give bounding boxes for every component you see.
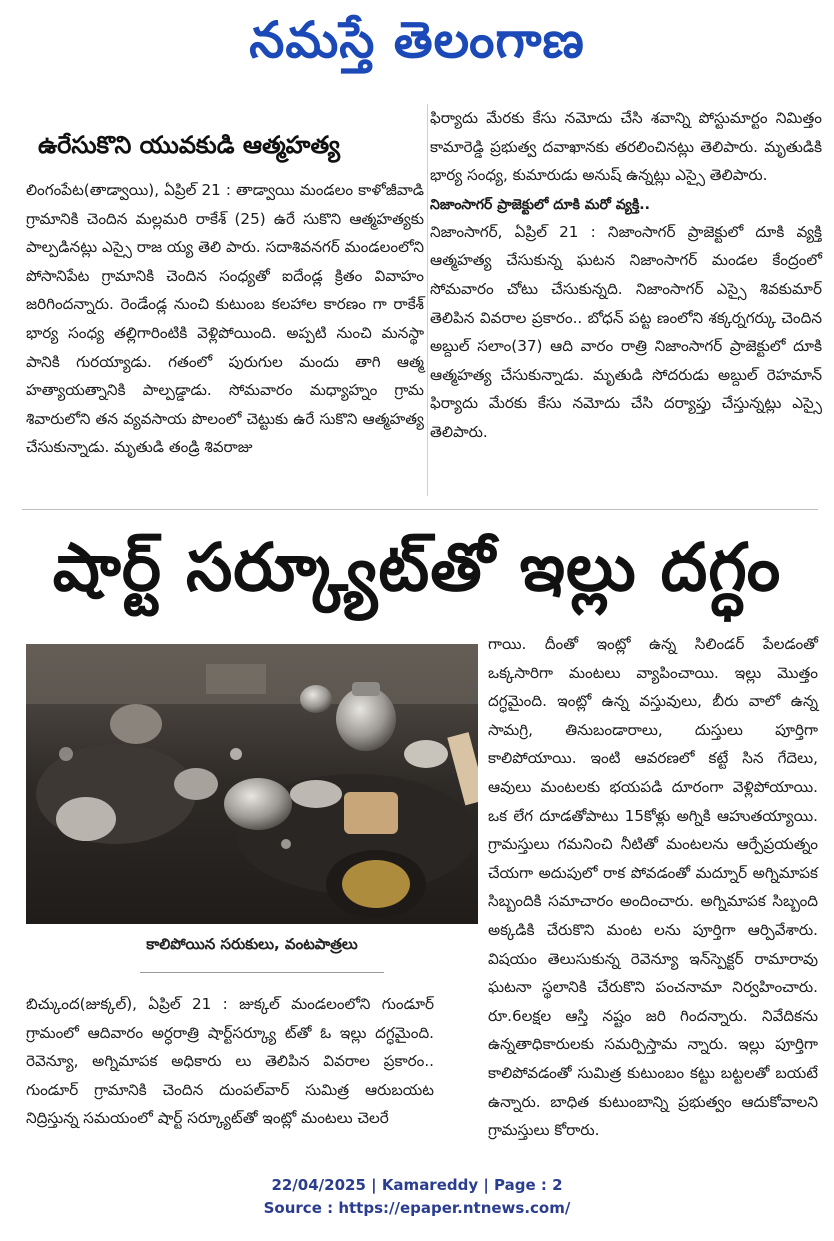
story2-body: నిజాంసాగర్, ఏప్రిల్ 21 : నిజాంసాగర్ ప్రాజెక్టులో దూకి వ్యక్తి ఆత్మహత్య చేసుకున్న ఘటన నిజాంసాగర్ మండల కేంద్రంలో సోమవారం చోటు చేసుకున్నది. నిజాంసాగర్ ఎస్సై శివకుమార్ తెలిపిన వివరాల ప్రకారం.. బోధన్ పట్ట ణంలోని శక్కర్నగర్కు చెందిన అబ్దుల్ సలాం(37) ఆది వారం రాత్రి నిజాంసాగర్ ప్రాజెక్టులో దూకి ఆత్మహత్య చేసుకున్నాడు. మృతుడి సోదరుడు అబ్దుల్ రెహమాన్ ఫిర్యాదు మేరకు కేసు నమోదు చేసి దర్యాప్తు చేస్తున్నట్లు ఎస్సై తెలిపారు. [430, 222, 822, 441]
footer-source-link[interactable]: Source : https://epaper.ntnews.com/ [263, 1199, 571, 1217]
masthead [0, 0, 834, 80]
story1-body-column [26, 176, 424, 462]
column-divider [427, 104, 428, 496]
story3-headline: షార్ట్ సర్క్యూట్‌తో ఇల్లు దగ్ధం [52, 528, 782, 606]
story1-headline: ఉరేసుకొని యువకుడి ఆత్మహత్య [38, 131, 341, 159]
section-divider [22, 509, 818, 510]
newspaper-logo-title: నమస్తే తెలంగాణ [249, 11, 585, 69]
story2-subhead: నిజాంసాగర్ ప్రాజెక్టులో దూకి మరో వ్యక్తి.. [430, 196, 650, 213]
story3-left-column [26, 990, 434, 1133]
burnt-house-photo [26, 644, 478, 924]
story1-body: లింగంపేట(తాడ్వాయి), ఏప్రిల్ 21 : తాడ్వాయి మండలం కాళోజీవాడి గ్రామానికి చెందిన మల్లమరి రాకేశ్ (25) ఉరే సుకొని ఆత్మహత్యకు పాల్పడినట్లు ఎస్సై రాజ య్య తెలి పారు. సదాశివనగర్ మండలంలోని పోసానిపేట గ్రామానికి చెందిన సంధ్యతో ఐదేండ్ల క్రితం వివాహం జరిగిందన్నారు. రెండేండ్ల నుంచి కుటుంబ కలహాల కారణం గా రాకేశ్ భార్య సంధ్య తల్లిగారింటికి వెళ్లిపోయింది. అప్పటి నుంచి మనస్థా పానికి గురయ్యాడు. గతంలో పురుగుల మందు తాగి ఆత్మ హత్యాయత్నానికి పాల్పడ్డాడు. సోమవారం మధ్యాహ్నం గ్రామ శివారులోని తన వ్యవసాయ పొలంలో చెట్టుకు ఉరే సుకొని ఆత్మహత్య చేసుకున్నాడు. మృతుడి తండ్రి శివరాజు [26, 181, 424, 457]
right-top-column [430, 104, 822, 447]
story3-body-left: బిచ్కుంద(జుక్కల్), ఏప్రిల్ 21 : జుక్కల్ మండలంలోని గుండూర్ గ్రామంలో ఆదివారం అర్ధరాత్రి షార్ట్‌సర్క్యూ ట్‌తో ఓ ఇల్లు దగ్ధమైంది. రెవెన్యూ, అగ్నిమాపక అధికారు లు తెలిపిన వివరాల ప్రకారం.. గుండూర్ గ్రామానికి చెందిన దుంపల్‌వార్ సుమిత్ర ఆరుబయట నిద్రిస్తున్న సమయంలో షార్ట్ సర్క్యూట్‌తో ఇంట్లో మంటలు చెలరే [26, 995, 434, 1128]
story1-continuation: ఫిర్యాదు మేరకు కేసు నమోదు చేసి శవాన్ని పోస్టుమార్టం నిమిత్తం కామారెడ్డి ప్రభుత్వ దవాఖానకు తరలించినట్లు తెలిపారు. మృతుడికి భార్య సంధ్య, కుమారుడు అనుష్ ఉన్నట్లు ఎస్సై తెలిపారు. [430, 109, 822, 185]
caption-underline [140, 972, 384, 973]
footer-date-edition: 22/04/2025 | Kamareddy | Page : 2 [271, 1176, 563, 1194]
story3-body-right: గాయి. దీంతో ఇంట్లో ఉన్న సిలిండర్ పేలడంతో ఒక్కసారిగా మంటలు వ్యాపించాయి. ఇల్లు మొత్తం దగ్ధమైంది. ఇంట్లో ఉన్న వస్తువులు, బీరు వాలో ఉన్న సామగ్రి, తినుబండారాలు, దుస్తులు పూర్తిగా కాలిపోయాయి. ఇంటి ఆవరణలో కట్టే సిన గేదెలు, ఆవులు మంటలకు భయపడి దూరంగా వెళ్లిపోయాయి. ఒక లేగ దూడతోపాటు 15కోళ్లు అగ్నికి ఆహుతయ్యాయి. గ్రామస్తులు గమనించి నీటితో మంటలను ఆర్పేప్రయత్నం చేయగా అదుపులో రాక పోవడంతో మద్నూర్ అగ్నిమాపక సిబ్బందికి సమాచారం అందించారు. అగ్నిమాపక సిబ్బంది అక్కడికి చేరుకొని మంట లను పూర్తిగా ఆర్పివేశారు. విషయం తెలుసుకున్న రెవెన్యూ ఇన్‌స్పెక్టర్ రామారావు ఘటనా స్థలానికి చేరుకొని పంచనామా నిర్వహించారు. రూ.6లక్షల ఆస్తి నష్టం జరి గిందన్నారు. నివేదికను ఉన్నతాధికారులకు సమర్పిస్తామ న్నారు. ఇల్లు పూర్తిగా కాలిపోవడంతో సుమిత్ర కుటుంబం కట్టు బట్టలతో బయటే ఉన్నారు. బాధిత కుటుంబాన్ని ప్రభుత్వం ఆదుకోవాలని గ్రామస్తులు కోరారు. [488, 635, 818, 1140]
story3-right-column [488, 630, 818, 1145]
page-footer [0, 1174, 834, 1220]
photo-caption: కాలిపోయిన సరుకులు, వంటపాత్రలు [146, 935, 358, 953]
